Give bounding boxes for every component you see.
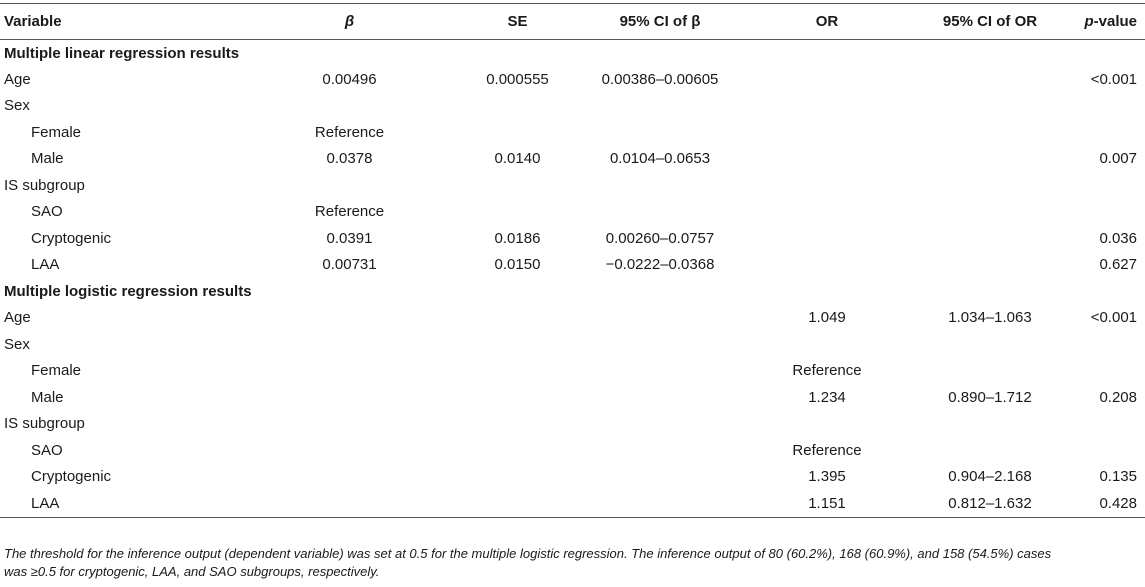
- cell-ci-or: [907, 358, 1073, 385]
- cell-variable: Male: [31, 388, 64, 406]
- cell-beta: 0.0391: [326, 229, 373, 247]
- cell-beta: 0.00496: [322, 70, 377, 88]
- header-p-suffix: -value: [1093, 13, 1137, 30]
- cell-ci-beta: [573, 199, 747, 226]
- table-row: [0, 384, 1145, 411]
- cell-or: [747, 119, 907, 146]
- table-row: [0, 146, 1145, 173]
- header-ci-or: 95% CI of OR: [907, 4, 1073, 40]
- cell-se: 0.0150: [494, 256, 541, 274]
- cell-p-value: 0.007: [1099, 150, 1137, 168]
- footnote-line-1: The threshold for the inference output (dependent variable) was set at 0.5 for the multiple logistic regression. The inference output of 80 (60.2%), 168 (60.9%), and 158 (54.5%) cases: [4, 546, 1052, 561]
- cell-variable: Age: [4, 70, 31, 88]
- cell-p-value: [1073, 119, 1145, 146]
- table-row: [0, 358, 1145, 385]
- cell-p-value: <0.001: [1090, 70, 1137, 88]
- regression-results-table: [0, 3, 1145, 518]
- cell-se: 0.000555: [486, 70, 549, 88]
- cell-or: [747, 146, 907, 173]
- cell-ci-or: [907, 119, 1073, 146]
- cell-p-value: 0.208: [1099, 388, 1137, 406]
- header-beta-symbol: β: [344, 13, 355, 30]
- cell-or: [747, 66, 907, 93]
- cell-se: [462, 358, 573, 385]
- cell-se: [462, 199, 573, 226]
- header-beta: [237, 4, 462, 40]
- table-row: [0, 464, 1145, 491]
- cell-or: [747, 199, 907, 226]
- cell-variable: LAA: [31, 256, 60, 274]
- header-ci-beta: 95% CI of β: [573, 4, 747, 40]
- cell-ci-beta: [573, 437, 747, 464]
- cell-variable: IS subgroup: [4, 415, 85, 433]
- cell-ci-beta: 0.0104–0.0653: [609, 150, 711, 168]
- header-se: SE: [462, 4, 573, 40]
- header-row: [0, 4, 1145, 40]
- cell-ci-beta: [573, 305, 747, 332]
- cell-beta: [237, 464, 462, 491]
- table-row: [0, 490, 1145, 517]
- cell-variable: Female: [31, 123, 82, 141]
- cell-se: [462, 464, 573, 491]
- header-variable: Variable: [0, 4, 237, 40]
- section-title: Multiple logistic regression results: [4, 282, 252, 300]
- header-p-value: [1073, 4, 1145, 40]
- cell-beta: [237, 490, 462, 517]
- table-row: [0, 411, 1145, 438]
- cell-or: Reference: [792, 441, 862, 459]
- cell-or: 1.151: [747, 490, 907, 517]
- cell-ci-beta: [573, 464, 747, 491]
- cell-variable: IS subgroup: [4, 176, 85, 194]
- table-row: [0, 172, 1145, 199]
- cell-p-value: <0.001: [1090, 309, 1137, 327]
- cell-se: [462, 437, 573, 464]
- cell-or: 1.234: [808, 388, 846, 406]
- table-row: [0, 119, 1145, 146]
- cell-beta: Reference: [314, 203, 385, 221]
- cell-beta: Reference: [314, 123, 385, 141]
- table-row: [0, 225, 1145, 252]
- table-row: [0, 93, 1145, 120]
- cell-variable: Cryptogenic: [31, 468, 112, 486]
- cell-ci-beta: 0.00260–0.0757: [605, 229, 715, 247]
- cell-ci-or: 0.812–1.632: [907, 490, 1073, 517]
- cell-se: [462, 119, 573, 146]
- cell-ci-or: [907, 437, 1073, 464]
- cell-ci-beta: 0.00386–0.00605: [601, 70, 719, 88]
- cell-or: 1.049: [808, 309, 846, 327]
- cell-or: Reference: [792, 362, 862, 380]
- cell-ci-or: [907, 252, 1073, 279]
- cell-variable: Male: [31, 150, 64, 168]
- cell-variable: SAO: [31, 203, 63, 221]
- cell-variable: Sex: [4, 335, 30, 353]
- cell-p-value: [1073, 199, 1145, 226]
- cell-beta: [237, 358, 462, 385]
- cell-ci-beta: [573, 358, 747, 385]
- section-row-linear: [0, 40, 1145, 67]
- cell-or: [747, 225, 907, 252]
- cell-beta: 0.0378: [326, 150, 373, 168]
- cell-beta: [237, 384, 462, 411]
- section-row-logistic: [0, 278, 1145, 305]
- cell-p-value: 0.627: [1099, 256, 1137, 274]
- cell-or: [747, 252, 907, 279]
- cell-p-value: [1073, 437, 1145, 464]
- cell-ci-beta: −0.0222–0.0368: [605, 256, 715, 274]
- cell-se: [462, 305, 573, 332]
- cell-p-value: [1073, 358, 1145, 385]
- table-header: [0, 4, 1145, 40]
- cell-ci-or: [907, 199, 1073, 226]
- cell-se: 0.0140: [494, 150, 541, 168]
- table-body: [0, 40, 1145, 518]
- table-footnote: [4, 545, 1139, 581]
- cell-p-value: 0.428: [1073, 490, 1145, 517]
- cell-variable: Female: [31, 362, 82, 380]
- cell-se: 0.0186: [494, 229, 541, 247]
- cell-ci-or: [907, 146, 1073, 173]
- cell-beta: [237, 437, 462, 464]
- cell-ci-or: 0.890–1.712: [948, 388, 1032, 406]
- cell-ci-beta: [573, 490, 747, 517]
- cell-variable: Cryptogenic: [31, 229, 112, 247]
- table-row: [0, 66, 1145, 93]
- cell-beta: 0.00731: [322, 256, 377, 274]
- cell-p-value: 0.036: [1099, 229, 1137, 247]
- cell-ci-or: [907, 225, 1073, 252]
- table-row: [0, 437, 1145, 464]
- cell-variable: Age: [4, 309, 31, 327]
- header-p-italic: p: [1084, 13, 1094, 30]
- cell-p-value: 0.135: [1099, 468, 1137, 486]
- cell-ci-beta: [573, 384, 747, 411]
- cell-beta: [237, 305, 462, 332]
- table-row: [0, 331, 1145, 358]
- footnote-line-2: was ≥0.5 for cryptogenic, LAA, and SAO subgroups, respectively.: [4, 564, 380, 579]
- cell-ci-beta: [573, 119, 747, 146]
- cell-ci-or: 1.034–1.063: [948, 309, 1032, 327]
- table-row: [0, 305, 1145, 332]
- cell-ci-or: [907, 66, 1073, 93]
- cell-ci-or: 0.904–2.168: [948, 468, 1032, 486]
- cell-variable: SAO: [31, 441, 63, 459]
- table-row: [0, 252, 1145, 279]
- cell-variable: Sex: [4, 97, 30, 115]
- section-title: Multiple linear regression results: [4, 44, 240, 62]
- cell-variable: LAA: [0, 490, 237, 517]
- cell-se: [462, 384, 573, 411]
- header-or: OR: [747, 4, 907, 40]
- cell-se: [462, 490, 573, 517]
- cell-or: 1.395: [808, 468, 846, 486]
- table-row: [0, 199, 1145, 226]
